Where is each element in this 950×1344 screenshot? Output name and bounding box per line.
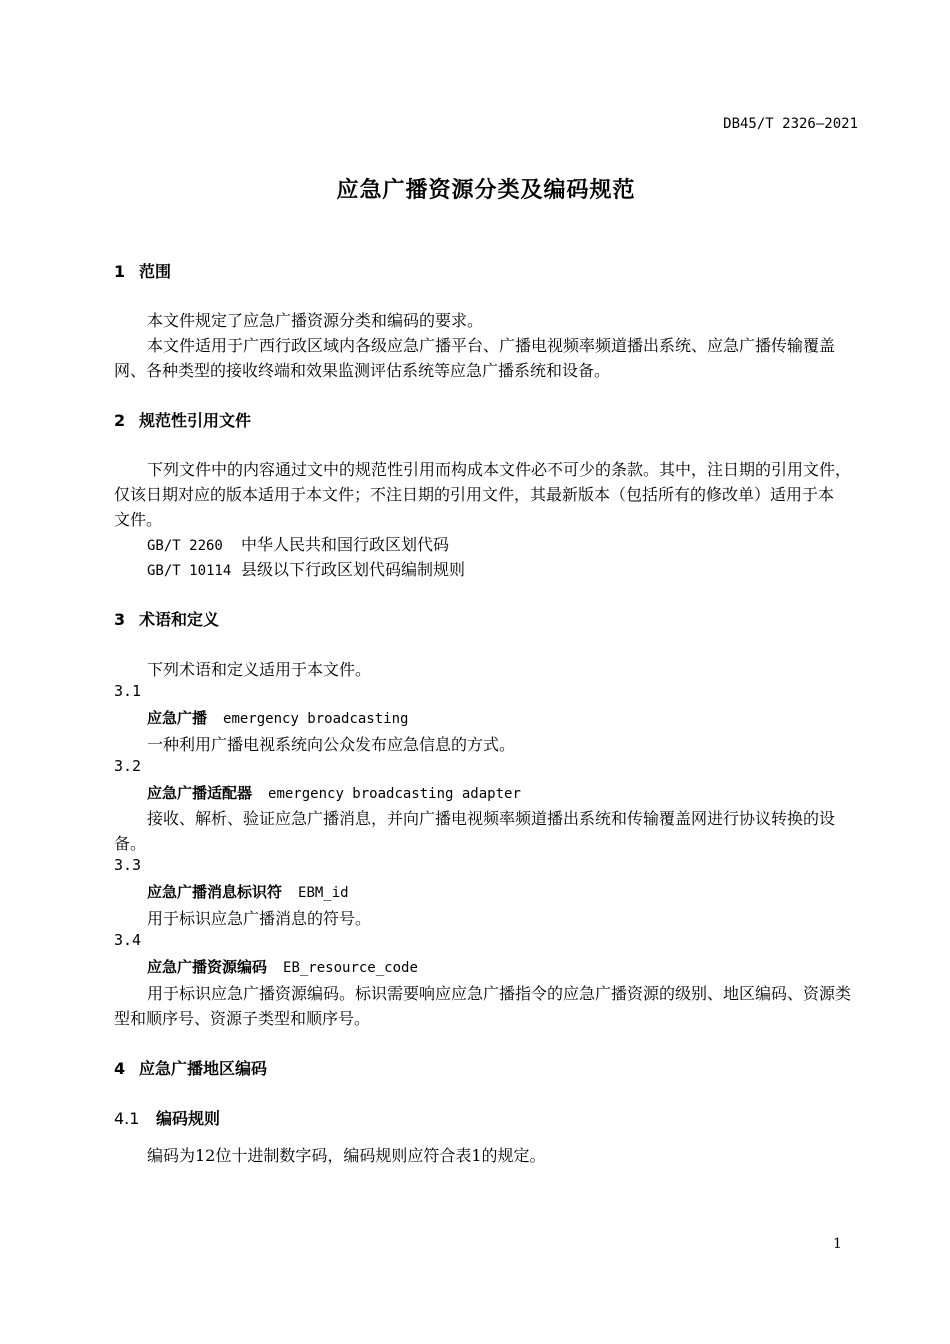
paragraph: 下列术语和定义适用于本文件。 [147, 660, 372, 679]
term-heading [147, 881, 349, 902]
term-definition-line: 型和顺序号、资源子类型和顺序号。 [114, 1009, 371, 1028]
reference-item [147, 532, 449, 555]
term-english: EB_resource_code [283, 960, 418, 976]
subsection-number: 4.1 [114, 1109, 140, 1128]
term-definition: 一种利用广播电视系统向公众发布应急信息的方式。 [147, 735, 516, 754]
document-code: DB45/T 2326—2021 [723, 116, 858, 132]
paragraph: 编码为12位十进制数字码，编码规则应符合表1的规定。 [147, 1146, 546, 1165]
term-number: 3.4 [114, 931, 142, 949]
term-chinese: 应急广播适配器 [147, 784, 253, 802]
section-4-heading [114, 1056, 267, 1079]
section-number: 3 [114, 610, 126, 629]
term-chinese: 应急广播 [147, 709, 208, 727]
paragraph-line: 本文件适用于广西行政区域内各级应急广播平台、广播电视频率频道播出系统、应急广播传输覆盖 [147, 336, 836, 355]
section-title: 应急广播地区编码 [139, 1059, 268, 1078]
term-english: EBM_id [298, 885, 349, 901]
term-heading [147, 707, 408, 728]
section-1-heading [114, 259, 171, 282]
paragraph-line: 网、各种类型的接收终端和效果监测评估系统等应急广播系统和设备。 [114, 361, 611, 380]
section-number: 4 [114, 1059, 126, 1078]
term-chinese: 应急广播资源编码 [147, 958, 268, 976]
paragraph: 本文件规定了应急广播资源分类和编码的要求。 [147, 311, 484, 330]
section-number: 2 [114, 411, 126, 430]
section-title: 术语和定义 [139, 610, 220, 629]
term-definition: 接收、解析、验证应急广播消息，并向广播电视频率频道播出系统和传输覆盖网进行协议转换的设 [147, 809, 836, 828]
term-number: 3.3 [114, 856, 142, 874]
reference-name: 中华人民共和国行政区划代码 [241, 535, 450, 554]
subsection-title: 编码规则 [156, 1109, 221, 1128]
document-title: 应急广播资源分类及编码规范 [336, 178, 636, 203]
reference-code: GB/T 2260 [147, 538, 223, 554]
section-2-heading [114, 408, 251, 431]
term-definition-line: 备。 [114, 834, 147, 853]
term-definition: 用于标识应急广播消息的符号。 [147, 909, 372, 928]
page-number: 1 [833, 1236, 842, 1252]
section-title: 规范性引用文件 [139, 411, 252, 430]
paragraph-line: 仅该日期对应的版本适用于本文件；不注日期的引用文件，其最新版本（包括所有的修改单）适用于本 [114, 485, 835, 504]
term-heading [147, 782, 521, 803]
section-title: 范围 [139, 262, 172, 281]
paragraph-line: 文件。 [114, 510, 163, 529]
term-heading [147, 956, 418, 977]
section-number: 1 [114, 262, 126, 281]
term-definition: 用于标识应急广播资源编码。标识需要响应应急广播指令的应急广播资源的级别、地区编码、资源类 [147, 984, 852, 1003]
term-english: emergency broadcasting [223, 711, 409, 727]
paragraph-line: 下列文件中的内容通过文中的规范性引用而构成本文件必不可少的条款。其中，注日期的引用文件， [147, 460, 852, 479]
term-chinese: 应急广播消息标识符 [147, 883, 283, 901]
term-number: 3.2 [114, 757, 142, 775]
section-3-heading [114, 607, 219, 630]
subsection-4-1-heading [114, 1106, 220, 1129]
reference-name: 县级以下行政区划代码编制规则 [241, 560, 466, 579]
reference-code: GB/T 10114 [147, 563, 232, 579]
reference-item [147, 557, 465, 580]
term-english: emergency broadcasting adapter [268, 786, 521, 802]
term-number: 3.1 [114, 682, 142, 700]
